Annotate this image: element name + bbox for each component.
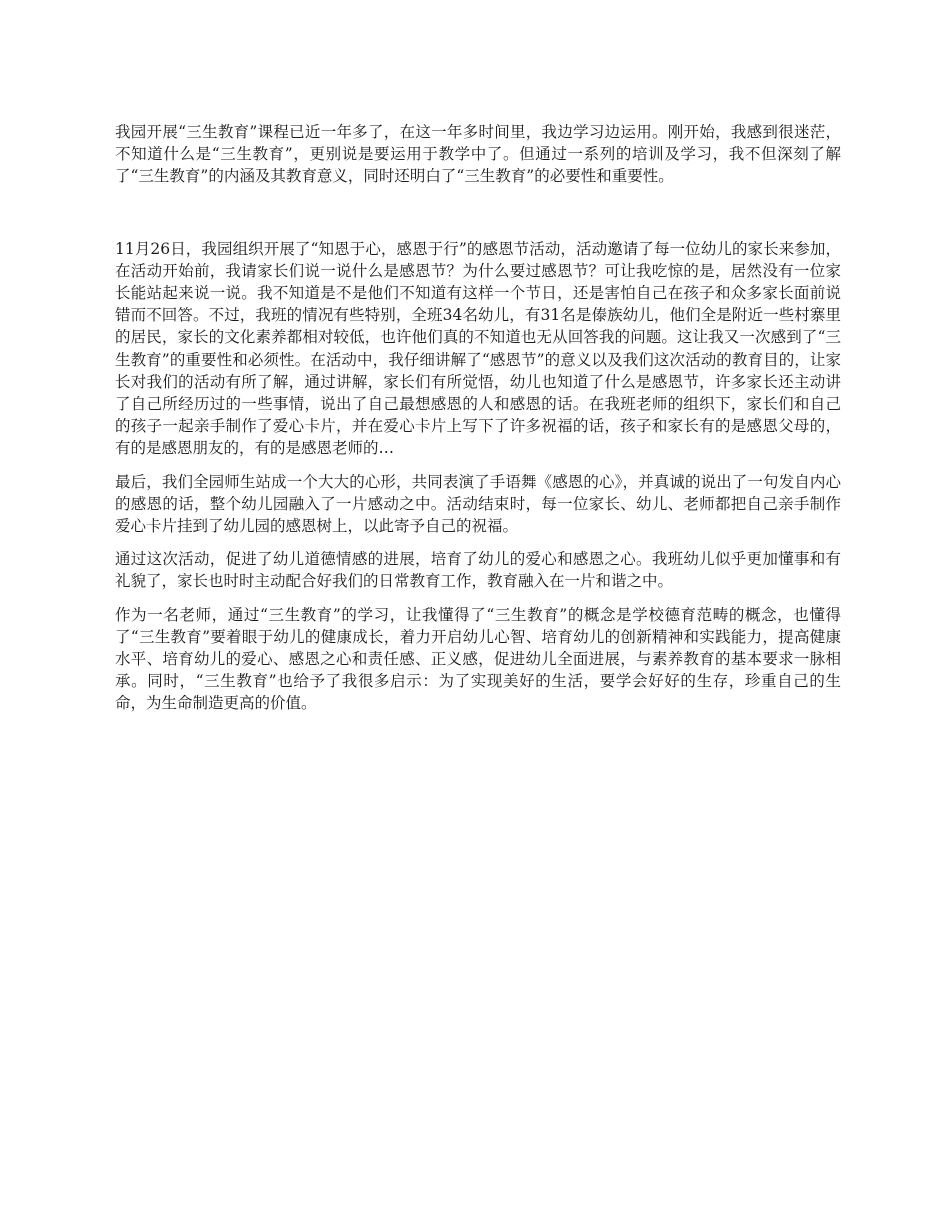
paragraph-activity-outcome: 通过这次活动，促进了幼儿道德情感的进展，培育了幼儿的爱心和感恩之心。我班幼儿似乎更加懂事和有礼貌了，家长也时时主动配合好我们的日常教育工作，教育融入在一片和谐之中。 [115,550,841,591]
paragraph-closing-performance: 最后，我们全园师生站成一个大大的心形，共同表演了手语舞《感恩的心》，并真诚的说出了一句发自内心的感恩的话，整个幼儿园融入了一片感动之中。活动结束时，每一位家长、幼儿、老师都把自己亲手制作爱心卡片挂到了幼儿园的感恩树上，以此寄予自己的祝福。 [115,472,841,536]
paragraph-teacher-reflection: 作为一名老师，通过“三生教育”的学习，让我懂得了“三生教育”的概念是学校德育范畴的概念，也懂得了“三生教育”要着眼于幼儿的健康成长，着力开启幼儿心智、培育幼儿的创新精神和实践能力，提高健康水平、培育幼儿的爱心、感恩之心和责任感、正义感，促进幼儿全面进展，与素养教育的基本要求一脉相承。同时，“三生教育”也给予了我很多启示：为了实现美好的生活，要学会好好的生存，珍重自己的生命，为生命制造更高的价值。 [115,605,841,713]
paragraph-thanksgiving-activity: 11月26日，我园组织开展了“知恩于心，感恩于行”的感恩节活动，活动邀请了每一位幼儿的家长来参加，在活动开始前，我请家长们说一说什么是感恩节？为什么要过感恩节？可让我吃惊的是，居然没有一位家长能站起来说一说。我不知道是不是他们不知道有这样一个节日，还是害怕自己在孩子和众多家长面前说错而不回答。不过，我班的情况有些特别，全班34名幼儿，有31名是傣族幼儿，他们全是附近一些村寨里的居民，家长的文化素养都相对较低，也许他们真的不知道也无从回答我的问题。这让我又一次感到了“三生教育”的重要性和必须性。在活动中，我仔细讲解了“感恩节”的意义以及我们这次活动的教育目的，让家长对我们的活动有所了解，通过讲解，家长们有所觉悟，幼儿也知道了什么是感恩节，许多家长还主动讲了自己所经历过的一些事情，说出了自己最想感恩的人和感恩的话。在我班老师的组织下，家长们和自己的孩子一起亲手制作了爱心卡片，并在爱心卡片上写下了许多祝福的话，孩子和家长有的是感恩父母的，有的是感恩朋友的，有的是感恩老师的… [115,239,841,458]
document-body [115,121,841,726]
paragraph-intro: 我园开展“三生教育”课程已近一年多了，在这一年多时间里，我边学习边运用。刚开始，我感到很迷茫，不知道什么是“三生教育”，更别说是要运用于教学中了。但通过一系列的培训及学习，我不但深刻了解了“三生教育”的内涵及其教育意义，同时还明白了“三生教育”的必要性和重要性。 [115,123,841,186]
paragraph-spacer [115,188,841,238]
